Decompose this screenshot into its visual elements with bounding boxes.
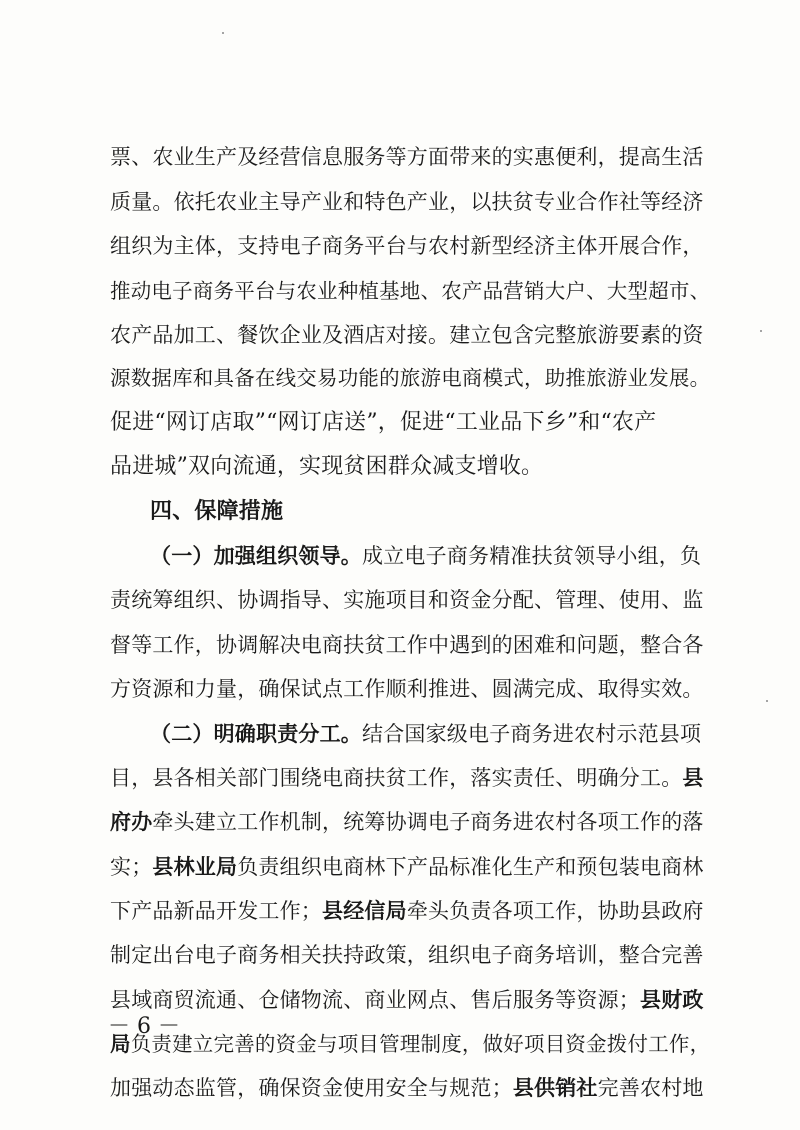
text-line <box>110 142 710 172</box>
text-line <box>150 497 710 527</box>
text-segment: 责统筹组织、协调指导、实施项目和资金分配、管理、使用、监 <box>110 588 704 612</box>
text-line <box>110 807 710 837</box>
text-segment: 县域商贸流通、仓储物流、商业网点、售后服务等资源； <box>110 988 640 1012</box>
page-number: － 6 － <box>108 1014 180 1039</box>
bold-text-segment: 县供销社 <box>512 1076 598 1100</box>
text-segment: 制定出台电子商务相关扶持政策，组织电子商务培训，整合完善 <box>110 943 704 967</box>
text-segment: 质量。依托农业主导产业和特色产业，以扶贫专业合作社等经济 <box>110 190 704 214</box>
text-line <box>110 276 710 306</box>
text-segment: 源数据库和具备在线交易功能的旅游电商模式，助推旅游业发展。 <box>110 366 710 390</box>
text-segment: 牵头建立工作机制，统筹协调电子商务进农村各项工作的落 <box>152 810 704 834</box>
text-line <box>110 1029 710 1059</box>
bold-text-segment: 府办 <box>110 810 153 834</box>
scan-speck <box>222 32 224 34</box>
text-segment: 负责组织电商林下产品标准化生产和预包装电商林 <box>237 855 704 879</box>
text-line <box>110 231 710 261</box>
text-line <box>110 1073 710 1103</box>
text-line <box>110 896 710 926</box>
text-segment: 组织为主体，支持电子商务平台与农村新型经济主体开展合作， <box>110 234 704 258</box>
text-segment: 完善农村地 <box>597 1076 704 1100</box>
text-segment: 实； <box>110 855 153 879</box>
text-segment: 牵头负责各项工作，协助县政府 <box>406 899 704 923</box>
text-segment: 农产品加工、餐饮企业及酒店对接。建立包含完整旅游要素的资 <box>110 323 704 347</box>
bold-text-segment: 县经信局 <box>322 899 407 923</box>
text-line <box>110 320 710 350</box>
text-line <box>110 585 710 615</box>
text-segment: 促进“网订店取”“网订店送”，促进“工业品下乡”和“农产 <box>110 410 657 435</box>
bold-text-segment: 县 <box>682 766 704 790</box>
text-line <box>110 363 710 393</box>
text-segment: 下产品新品开发工作； <box>110 899 322 923</box>
text-segment: 票、农业生产及经营信息服务等方面带来的实惠便利，提高生活 <box>110 145 704 169</box>
section-heading: 四、保障措施 <box>150 499 284 524</box>
bold-text-segment: （二）明确职责分工。 <box>150 722 362 746</box>
text-segment: 督等工作，协调解决电商扶贫工作中遇到的困难和问题，整合各 <box>110 633 704 657</box>
text-segment: 目，县各相关部门围绕电商扶贫工作，落实责任、明确分工。 <box>110 766 683 790</box>
scan-speck <box>760 330 762 332</box>
text-line <box>150 541 710 571</box>
text-line <box>110 630 710 660</box>
bold-text-segment: （一）加强组织领导。 <box>150 544 362 568</box>
text-line <box>110 940 710 970</box>
text-line <box>150 719 710 749</box>
text-line <box>110 674 710 704</box>
bold-text-segment: 局 <box>110 1032 131 1056</box>
text-line <box>110 452 710 482</box>
text-line <box>110 852 710 882</box>
text-segment: 品进城”双向流通，实现贫困群众减支增收。 <box>110 454 544 479</box>
text-line <box>110 985 710 1015</box>
text-line <box>110 187 710 217</box>
text-line <box>110 408 710 438</box>
text-segment: 结合国家级电子商务进农村示范县项 <box>362 722 702 746</box>
text-segment: 加强动态监管，确保资金使用安全与规范； <box>110 1076 513 1100</box>
text-segment: 成立电子商务精准扶贫领导小组，负 <box>362 544 702 568</box>
text-segment: 方资源和力量，确保试点工作顺利推进、圆满完成、取得实效。 <box>110 677 704 701</box>
text-segment: 推动电子商务平台与农业种植基地、农产品营销大户、大型超市、 <box>110 279 710 303</box>
bold-text-segment: 县财政 <box>640 988 704 1012</box>
bold-text-segment: 县林业局 <box>152 855 238 879</box>
text-line <box>110 763 710 793</box>
scan-speck <box>766 700 768 702</box>
text-segment: 负责建立完善的资金与项目管理制度，做好项目资金拨付工作， <box>130 1032 710 1056</box>
